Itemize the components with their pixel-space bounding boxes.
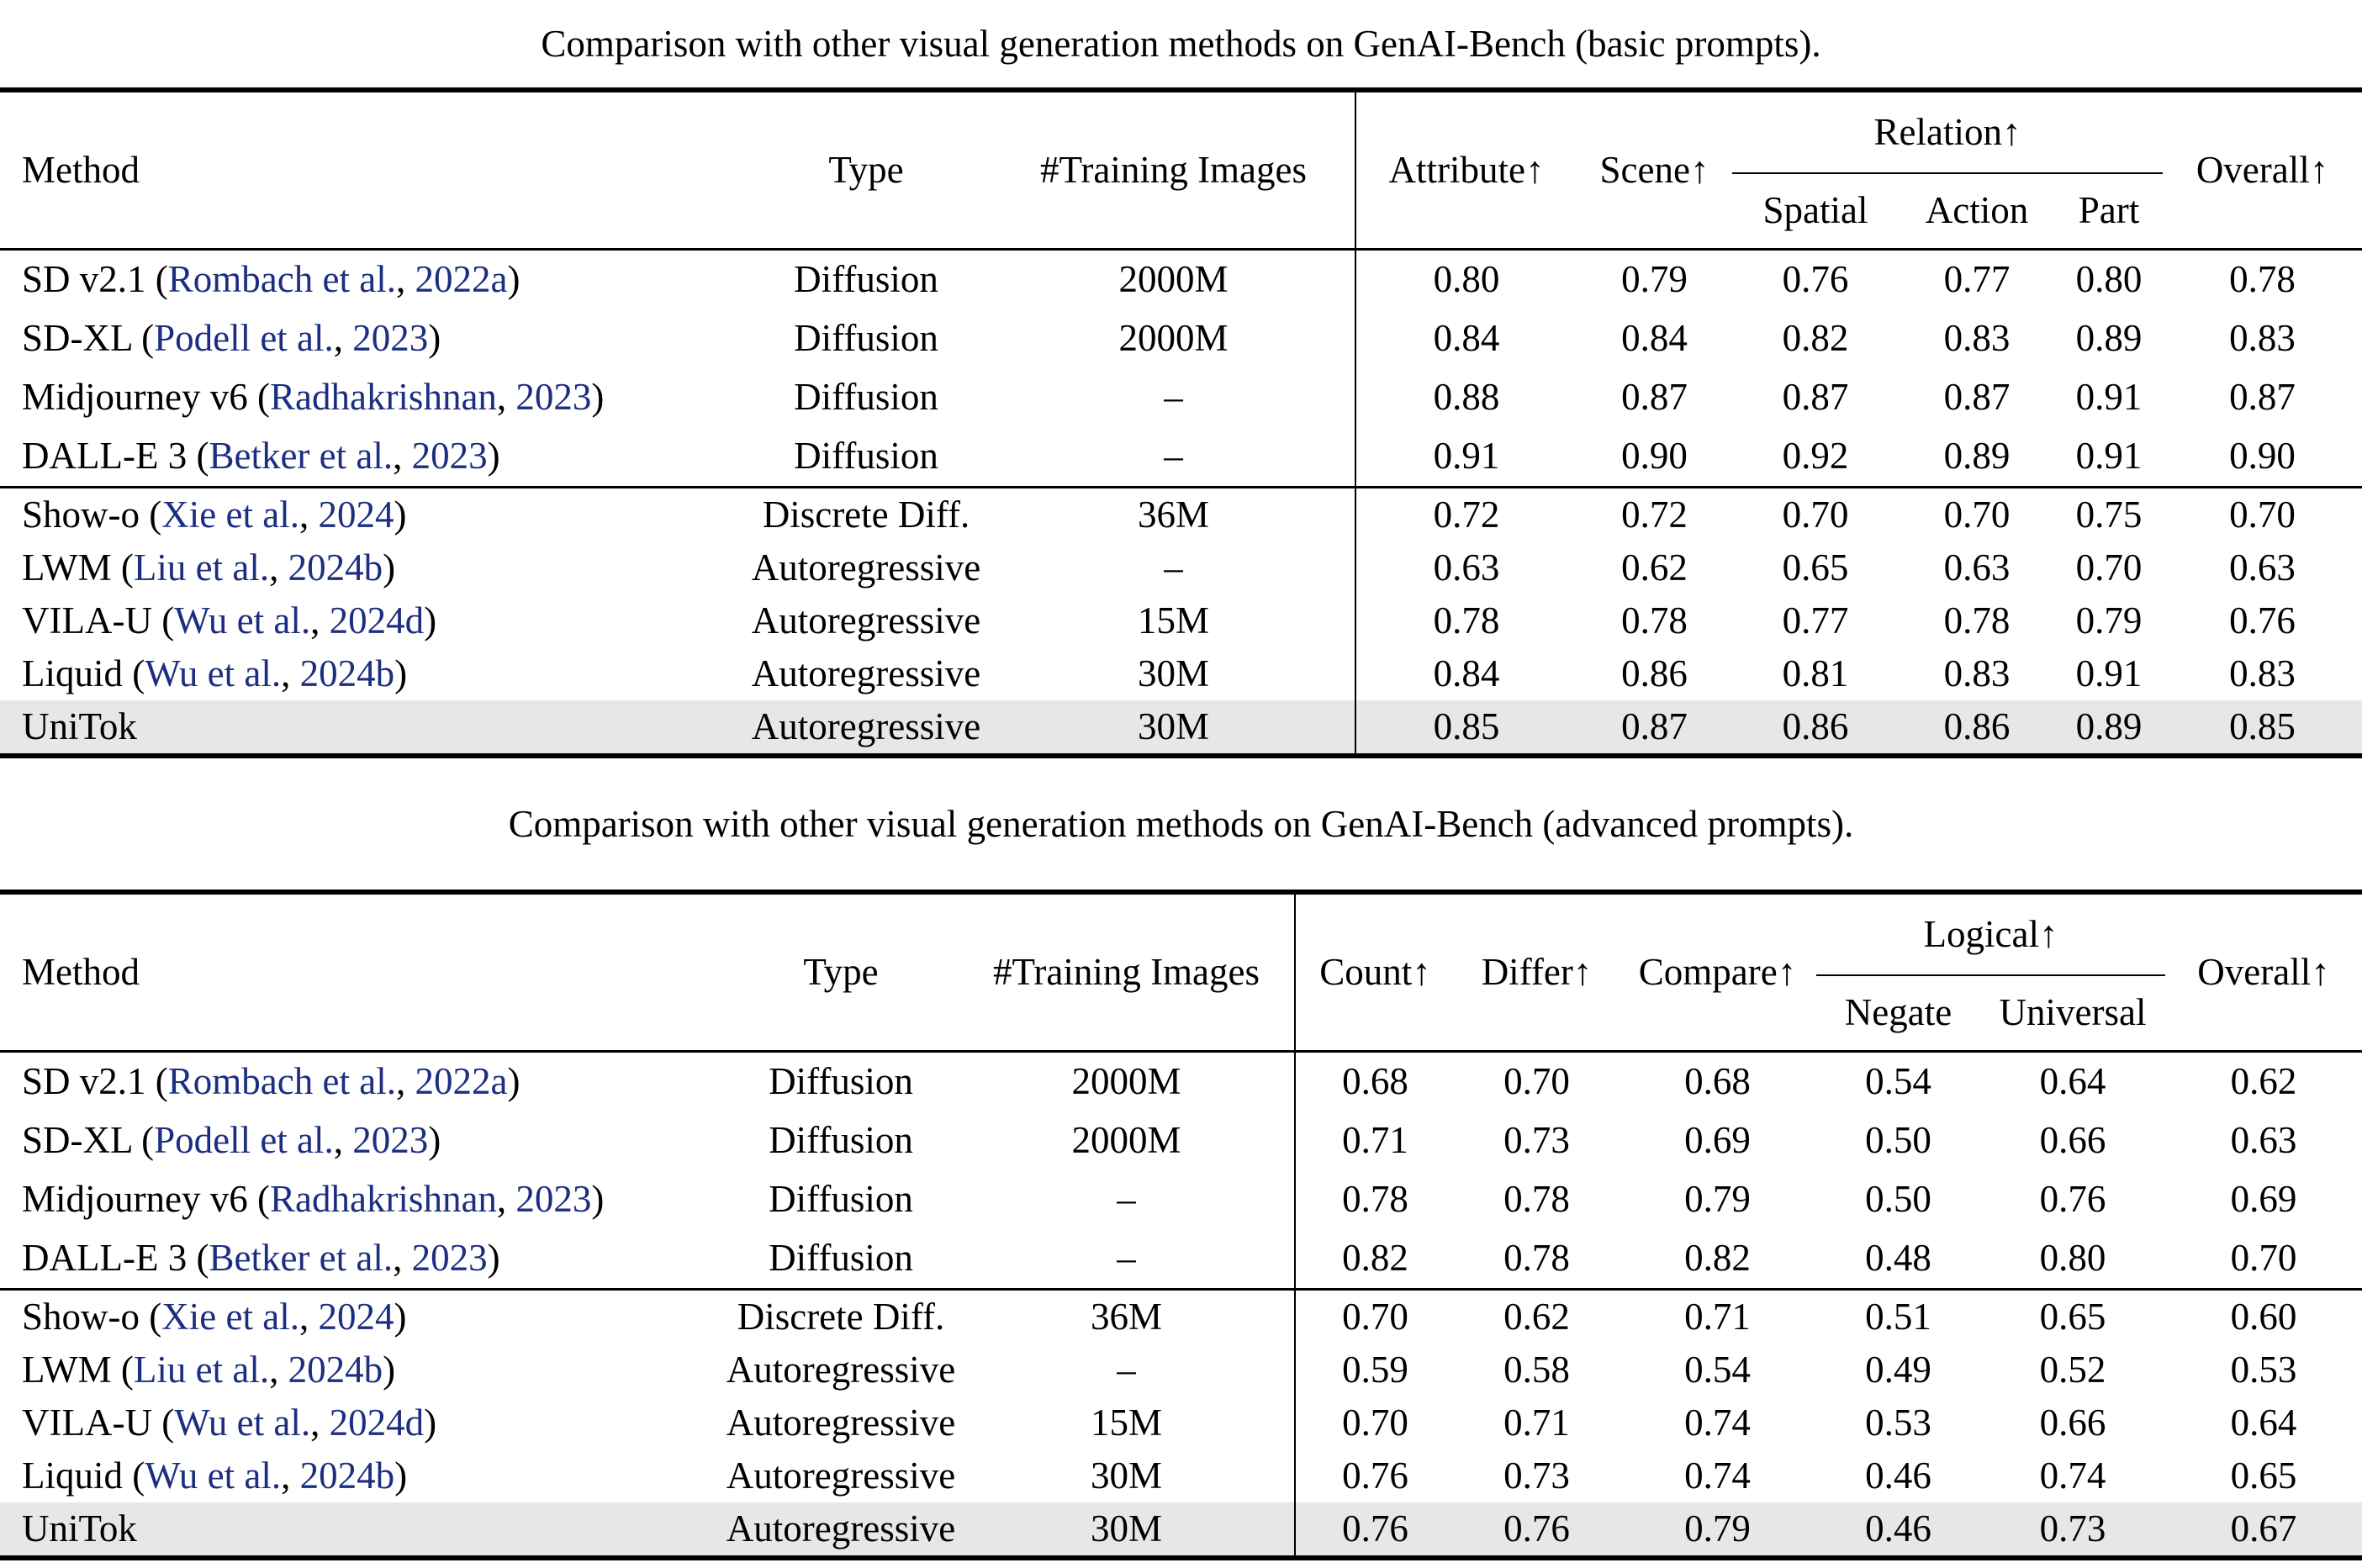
- type-cell: Discrete Diff.: [723, 1290, 959, 1344]
- genai-bench-basic-table: [0, 87, 2362, 758]
- method-name: VILA-U: [22, 1401, 152, 1444]
- citation-link[interactable]: Radhakrishnan: [269, 376, 497, 419]
- method-cell: Liquid (Wu et al., 2024b): [22, 652, 408, 694]
- overall-value-cell: 0.64: [2230, 1401, 2297, 1444]
- citation-year-link[interactable]: 2024: [318, 1295, 394, 1338]
- metric-value-cell: 0.89: [2055, 700, 2163, 756]
- training-images-cell: 30M: [1090, 1454, 1162, 1497]
- metric-value-cell: 0.92: [1782, 435, 1849, 478]
- table-row: [0, 594, 2362, 647]
- metric-value-cell: 0.70: [1295, 1290, 1455, 1344]
- citation-year-link[interactable]: 2024b: [288, 546, 383, 589]
- overall-value-cell: 0.69: [2230, 1178, 2297, 1221]
- metric-value-cell: 0.62: [1455, 1290, 1619, 1344]
- training-images-cell: –: [1117, 1348, 1136, 1391]
- method-cell: SD v2.1 (Rombach et al., 2022a): [0, 1052, 723, 1112]
- citation-link[interactable]: Liu et al.: [133, 1348, 270, 1391]
- metric-value-cell: 0.72: [1577, 488, 1732, 542]
- training-images-cell: –: [1117, 1178, 1136, 1221]
- method-cell: Show-o (Xie et al., 2024): [0, 488, 740, 542]
- metric-value-cell: 0.80: [2055, 250, 2163, 310]
- metric-value-cell: 0.54: [1816, 1052, 1980, 1112]
- training-images-cell: –: [1164, 435, 1183, 478]
- metric-value-cell: 0.78: [1295, 1170, 1455, 1229]
- method-name: Liquid: [22, 652, 123, 694]
- metric-value-cell: 0.87: [1943, 376, 2011, 419]
- metric-value-cell: 0.79: [1577, 250, 1732, 310]
- table-row: [0, 1449, 2362, 1502]
- col-header-training-images: #Training Images: [1039, 148, 1308, 191]
- type-cell: Autoregressive: [726, 1454, 956, 1497]
- col-header-training-images: #Training Images: [992, 950, 1260, 993]
- col-header-overall: Overall↑: [2197, 950, 2330, 993]
- method-cell: SD-XL (Podell et al., 2023): [22, 317, 441, 360]
- overall-value-cell: 0.87: [2229, 376, 2296, 419]
- metric-value-cell: 0.70: [1899, 488, 2055, 542]
- type-cell: Autoregressive: [726, 1401, 956, 1444]
- metric-value-cell: 0.74: [2039, 1454, 2106, 1497]
- method-name: Show-o: [22, 493, 140, 536]
- citation-year-link[interactable]: 2024d: [329, 599, 425, 641]
- citation-year-link[interactable]: 2024: [318, 493, 394, 536]
- method-cell: Midjourney v6 (Radhakrishnan, 2023): [22, 1178, 605, 1221]
- metric-value-cell: 0.91: [2075, 435, 2143, 478]
- method-name: SD v2.1: [22, 1060, 146, 1103]
- method-cell: VILA-U (Wu et al., 2024d): [22, 599, 437, 641]
- citation-link[interactable]: Wu et al.: [174, 1401, 311, 1444]
- method-cell: [0, 700, 740, 756]
- metric-value-cell: 0.90: [1621, 435, 1688, 478]
- table-row: [0, 1396, 2362, 1449]
- training-images-cell: 15M: [1137, 599, 1209, 641]
- metric-value-cell: 0.78: [1621, 599, 1688, 641]
- type-cell: Diffusion: [794, 317, 938, 360]
- method-name: VILA-U: [22, 599, 152, 641]
- metric-value-cell: 0.82: [1684, 1237, 1751, 1280]
- method-name: LWM: [22, 546, 112, 589]
- method-name: UniTok: [22, 1507, 137, 1550]
- metric-value-cell: 0.68: [1619, 1052, 1816, 1112]
- metric-value-cell: 0.70: [1295, 1396, 1455, 1449]
- type-cell: Diffusion: [794, 376, 938, 419]
- citation-year-link[interactable]: 2023: [352, 317, 429, 360]
- table-title-advanced-prompts: Comparison with other visual generation methods on GenAI-Bench (advanced prompts).: [508, 803, 1854, 845]
- table-row-highlighted: [0, 1502, 2362, 1558]
- training-images-cell: –: [1117, 1237, 1136, 1280]
- method-name: SD-XL: [22, 1119, 132, 1162]
- metric-value-cell: 0.71: [1503, 1401, 1570, 1444]
- method-name: Midjourney v6: [22, 376, 248, 419]
- metric-value-cell: 0.86: [1621, 652, 1688, 694]
- citation-link[interactable]: Podell et al.: [154, 1119, 334, 1162]
- table-row: [0, 1170, 2362, 1229]
- metric-value-cell: 0.69: [1684, 1119, 1751, 1162]
- metric-value-cell: 0.91: [2075, 376, 2143, 419]
- metric-value-cell: 0.48: [1865, 1237, 1931, 1280]
- method-cell: DALL-E 3 (Betker et al., 2023): [22, 1237, 500, 1280]
- training-images-cell: 2000M: [992, 250, 1355, 310]
- overall-value-cell: 0.90: [2229, 435, 2296, 478]
- citation-link[interactable]: Wu et al.: [174, 599, 311, 641]
- metric-value-cell: 0.73: [1503, 1454, 1570, 1497]
- metric-value-cell: 0.65: [1782, 546, 1849, 589]
- citation-year-link[interactable]: 2024b: [299, 1454, 395, 1497]
- training-images-cell: 30M: [992, 700, 1355, 756]
- type-cell: Diffusion: [794, 435, 938, 478]
- method-cell: Liquid (Wu et al., 2024b): [22, 1454, 408, 1497]
- citation-year-link[interactable]: 2023: [352, 1119, 429, 1162]
- col-header-metric: Attribute↑: [1355, 90, 1577, 250]
- results-table-basic: [0, 87, 2362, 758]
- citation-link[interactable]: Radhakrishnan: [269, 1178, 497, 1221]
- metric-value-cell: 0.80: [1355, 250, 1577, 310]
- metric-value-cell: 0.74: [1684, 1454, 1751, 1497]
- metric-value-cell: 0.62: [1621, 546, 1688, 589]
- metric-value-cell: 0.91: [1355, 427, 1577, 488]
- col-subheader-spatial: Spatial: [1762, 189, 1868, 232]
- method-cell: [0, 1502, 723, 1558]
- col-subheader-part: Part: [2078, 189, 2140, 232]
- method-name: DALL-E 3: [22, 1237, 188, 1280]
- citation-link[interactable]: Wu et al.: [145, 1454, 282, 1497]
- type-cell: Autoregressive: [751, 599, 981, 641]
- col-subheader-negate: Negate: [1844, 991, 1952, 1034]
- metric-value-cell: 0.65: [1980, 1290, 2165, 1344]
- metric-value-cell: 0.76: [2039, 1178, 2106, 1221]
- citation-year-link[interactable]: 2024b: [299, 652, 395, 694]
- metric-value-cell: 0.81: [1782, 652, 1849, 694]
- overall-value-cell: 0.60: [2165, 1290, 2362, 1344]
- col-header-method: Method: [22, 950, 140, 993]
- metric-value-cell: 0.72: [1355, 488, 1577, 542]
- metric-value-cell: 0.78: [1355, 594, 1577, 647]
- overall-value-cell: 0.53: [2230, 1348, 2297, 1391]
- table-row: [0, 427, 2362, 488]
- training-images-cell: 2000M: [1118, 317, 1229, 360]
- table-row-highlighted: [0, 700, 2362, 756]
- table-row: [0, 1290, 2362, 1344]
- method-name: SD-XL: [22, 317, 132, 360]
- metric-value-cell: 0.79: [2075, 599, 2143, 641]
- training-images-cell: 15M: [1090, 1401, 1162, 1444]
- method-cell: SD v2.1 (Rombach et al., 2022a): [0, 250, 740, 310]
- type-cell: Autoregressive: [740, 700, 992, 756]
- metric-value-cell: 0.77: [1782, 599, 1849, 641]
- metric-value-cell: 0.46: [1865, 1454, 1931, 1497]
- citation-link[interactable]: Wu et al.: [145, 652, 282, 694]
- citation-year-link[interactable]: 2022a: [415, 1060, 508, 1103]
- metric-value-cell: 0.64: [1980, 1052, 2165, 1112]
- metric-value-cell: 0.76: [1732, 250, 1899, 310]
- type-cell: Diffusion: [769, 1119, 913, 1162]
- metric-value-cell: 0.86: [1732, 700, 1899, 756]
- metric-value-cell: 0.78: [1943, 599, 2011, 641]
- overall-value-cell: 0.70: [2230, 1237, 2297, 1280]
- metric-value-cell: 0.86: [1899, 700, 2055, 756]
- col-header-group: Relation↑: [1732, 90, 2163, 173]
- metric-value-cell: 0.66: [2039, 1401, 2106, 1444]
- training-images-cell: 36M: [992, 488, 1355, 542]
- citation-year-link[interactable]: 2024b: [288, 1348, 383, 1391]
- citation-year-link[interactable]: 2023: [515, 1178, 592, 1221]
- metric-value-cell: 0.66: [2039, 1119, 2106, 1162]
- type-cell: Autoregressive: [751, 546, 981, 589]
- citation-link[interactable]: Liu et al.: [133, 546, 270, 589]
- metric-value-cell: 0.89: [2075, 317, 2143, 360]
- col-header-group: Logical↑: [1816, 892, 2165, 975]
- training-images-cell: 2000M: [959, 1052, 1295, 1112]
- citation-year-link[interactable]: 2023: [411, 435, 488, 478]
- method-name: DALL-E 3: [22, 435, 188, 478]
- metric-value-cell: 0.68: [1295, 1052, 1455, 1112]
- metric-value-cell: 0.76: [1295, 1449, 1455, 1502]
- metric-value-cell: 0.74: [1684, 1401, 1751, 1444]
- metric-value-cell: 0.79: [1619, 1502, 1816, 1558]
- metric-value-cell: 0.75: [2055, 488, 2163, 542]
- metric-value-cell: 0.79: [1684, 1178, 1751, 1221]
- col-subheader-action: Action: [1925, 189, 2029, 232]
- metric-value-cell: 0.73: [1503, 1119, 1570, 1162]
- metric-value-cell: 0.76: [1455, 1502, 1619, 1558]
- type-cell: Discrete Diff.: [740, 488, 992, 542]
- col-subheader-universal: Universal: [1999, 991, 2147, 1034]
- table-title-basic-prompts: Comparison with other visual generation methods on GenAI-Bench (basic prompts).: [541, 23, 1821, 65]
- overall-value-cell: 0.83: [2229, 317, 2296, 360]
- metric-value-cell: 0.50: [1865, 1119, 1931, 1162]
- citation-link[interactable]: Rombach et al.: [167, 258, 396, 301]
- metric-value-cell: 0.70: [1732, 488, 1899, 542]
- metric-value-cell: 0.63: [1943, 546, 2011, 589]
- citation-link[interactable]: Betker et al.: [209, 435, 394, 478]
- table-row: [0, 488, 2362, 542]
- overall-value-cell: 0.76: [2229, 599, 2296, 641]
- metric-value-cell: 0.50: [1865, 1178, 1931, 1221]
- citation-link[interactable]: Betker et al.: [209, 1237, 394, 1280]
- metric-value-cell: 0.88: [1355, 368, 1577, 427]
- table-row: [0, 1111, 2362, 1170]
- col-header-type: Type: [828, 148, 904, 191]
- method-name: Show-o: [22, 1295, 140, 1338]
- metric-value-cell: 0.59: [1295, 1344, 1455, 1396]
- type-cell: Autoregressive: [726, 1348, 956, 1391]
- genai-bench-advanced-table: [0, 890, 2362, 1560]
- method-cell: DALL-E 3 (Betker et al., 2023): [22, 435, 500, 478]
- col-header-type: Type: [803, 950, 879, 993]
- overall-value-cell: 0.62: [2165, 1052, 2362, 1112]
- table-row: [0, 309, 2362, 368]
- metric-value-cell: 0.52: [2039, 1348, 2106, 1391]
- metric-value-cell: 0.83: [1943, 317, 2011, 360]
- method-cell: Show-o (Xie et al., 2024): [0, 1290, 723, 1344]
- training-images-cell: 2000M: [1071, 1119, 1181, 1162]
- overall-value-cell: 0.85: [2163, 700, 2362, 756]
- type-cell: Autoregressive: [751, 652, 981, 694]
- type-cell: Diffusion: [723, 1052, 959, 1112]
- table-row: [0, 368, 2362, 427]
- citation-year-link[interactable]: 2023: [515, 376, 592, 419]
- training-images-cell: 30M: [1137, 652, 1209, 694]
- table-row: [0, 647, 2362, 700]
- col-header-metric: Differ↑: [1481, 950, 1593, 993]
- col-header-overall: Overall↑: [2196, 148, 2329, 191]
- table-row: [0, 1229, 2362, 1290]
- table-row: [0, 541, 2362, 594]
- metric-value-cell: 0.53: [1865, 1401, 1931, 1444]
- metric-value-cell: 0.91: [2075, 652, 2143, 694]
- citation-link[interactable]: Rombach et al.: [167, 1060, 396, 1103]
- metric-value-cell: 0.84: [1621, 317, 1688, 360]
- metric-value-cell: 0.54: [1684, 1348, 1751, 1391]
- type-cell: Diffusion: [740, 250, 992, 310]
- metric-value-cell: 0.83: [1943, 652, 2011, 694]
- method-name: Liquid: [22, 1454, 123, 1497]
- col-header-metric: Scene↑: [1599, 148, 1709, 191]
- metric-value-cell: 0.77: [1899, 250, 2055, 310]
- metric-value-cell: 0.84: [1355, 309, 1577, 368]
- table-row: [0, 1344, 2362, 1396]
- citation-link[interactable]: Xie et al.: [161, 493, 299, 536]
- method-cell: LWM (Liu et al., 2024b): [22, 1348, 396, 1391]
- metric-value-cell: 0.78: [1503, 1178, 1570, 1221]
- results-table-advanced: [0, 890, 2362, 1560]
- table-row: [0, 250, 2362, 310]
- type-cell: Diffusion: [769, 1178, 913, 1221]
- training-images-cell: –: [1164, 376, 1183, 419]
- metric-value-cell: 0.82: [1782, 317, 1849, 360]
- citation-year-link[interactable]: 2024d: [329, 1401, 425, 1444]
- overall-value-cell: 0.83: [2229, 652, 2296, 694]
- metric-value-cell: 0.71: [1295, 1111, 1455, 1170]
- metric-value-cell: 0.73: [1980, 1502, 2165, 1558]
- citation-link[interactable]: Xie et al.: [161, 1295, 299, 1338]
- metric-value-cell: 0.49: [1865, 1348, 1931, 1391]
- overall-value-cell: 0.65: [2230, 1454, 2297, 1497]
- metric-value-cell: 0.70: [1455, 1052, 1619, 1112]
- metric-value-cell: 0.58: [1503, 1348, 1570, 1391]
- training-images-cell: –: [1164, 546, 1183, 589]
- overall-value-cell: 0.70: [2163, 488, 2362, 542]
- metric-value-cell: 0.46: [1816, 1502, 1980, 1558]
- metric-value-cell: 0.76: [1295, 1502, 1455, 1558]
- method-cell: VILA-U (Wu et al., 2024d): [22, 1401, 437, 1444]
- col-header-metric: Compare↑: [1638, 950, 1797, 993]
- metric-value-cell: 0.80: [2039, 1237, 2106, 1280]
- overall-value-cell: 0.78: [2163, 250, 2362, 310]
- metric-value-cell: 0.87: [1621, 376, 1688, 419]
- method-name: LWM: [22, 1348, 112, 1391]
- citation-year-link[interactable]: 2022a: [415, 258, 508, 301]
- method-cell: LWM (Liu et al., 2024b): [22, 546, 396, 589]
- method-cell: SD-XL (Podell et al., 2023): [22, 1119, 441, 1162]
- col-header-method: Method: [22, 148, 140, 191]
- citation-year-link[interactable]: 2023: [411, 1237, 488, 1280]
- metric-value-cell: 0.89: [1943, 435, 2011, 478]
- metric-value-cell: 0.70: [2075, 546, 2143, 589]
- overall-value-cell: 0.67: [2165, 1502, 2362, 1558]
- metric-value-cell: 0.51: [1816, 1290, 1980, 1344]
- method-name: UniTok: [22, 705, 137, 747]
- metric-value-cell: 0.87: [1577, 700, 1732, 756]
- overall-value-cell: 0.63: [2230, 1119, 2297, 1162]
- method-name: SD v2.1: [22, 258, 146, 301]
- training-images-cell: 36M: [959, 1290, 1295, 1344]
- metric-value-cell: 0.71: [1619, 1290, 1816, 1344]
- method-name: Midjourney v6: [22, 1178, 248, 1221]
- metric-value-cell: 0.84: [1355, 647, 1577, 700]
- metric-value-cell: 0.78: [1503, 1237, 1570, 1280]
- training-images-cell: 30M: [959, 1502, 1295, 1558]
- metric-value-cell: 0.85: [1355, 700, 1577, 756]
- overall-value-cell: 0.63: [2229, 546, 2296, 589]
- metric-value-cell: 0.82: [1295, 1229, 1455, 1290]
- metric-value-cell: 0.87: [1782, 376, 1849, 419]
- citation-link[interactable]: Podell et al.: [154, 317, 334, 360]
- col-header-metric: Count↑: [1295, 892, 1455, 1052]
- metric-value-cell: 0.63: [1355, 541, 1577, 594]
- method-cell: Midjourney v6 (Radhakrishnan, 2023): [22, 376, 605, 419]
- table-row: [0, 1052, 2362, 1112]
- type-cell: Diffusion: [769, 1237, 913, 1280]
- type-cell: Autoregressive: [723, 1502, 959, 1558]
